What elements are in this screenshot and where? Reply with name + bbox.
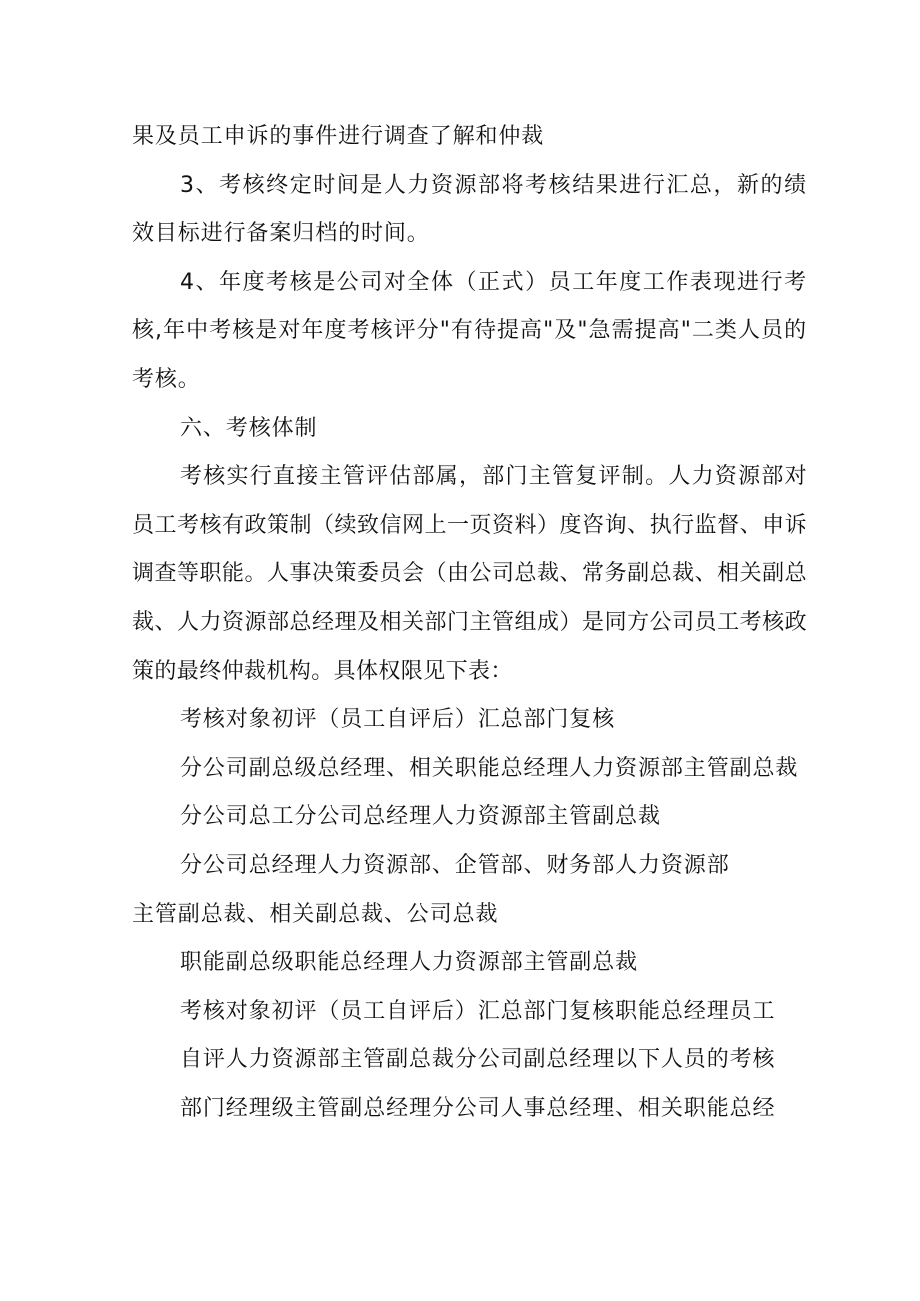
table-line-functional-deputy: 职能副总级职能总经理人力资源部主管副总裁 — [180, 950, 639, 976]
section-heading-assessment-system: 六、考核体制 — [180, 415, 318, 441]
table-line-branch-chief-engineer: 分公司总工分公司总经理人力资源部主管副总裁 — [180, 804, 661, 830]
table-line-branch-deputy: 分公司副总级总经理、相关职能总经理人力资源部主管副总裁 — [180, 755, 799, 781]
paragraph-item-4: 4、年度考核是公司对全体（正式）员工年度工作表现进行考核,年中考核是对年度考核评分"有待提高"及"急需提高"二类人员的考核。 — [132, 269, 807, 392]
table-line-branch-general-manager: 分公司总经理人力资源部、企管部、财务部人力资源部 — [180, 852, 730, 878]
table-line-header: 考核对象初评（员工自评后）汇总部门复核 — [180, 707, 616, 733]
table-line-self-evaluation: 自评人力资源部主管副总裁分公司副总经理以下人员的考核 — [180, 1047, 776, 1073]
paragraph-assessment-system: 考核实行直接主管评估部属，部门主管复评制。人力资源部对员工考核有政策制（续致信网上一页资料）度咨询、执行监督、申诉调查等职能。人事决策委员会（由公司总裁、常务副总裁、相关副总裁、人力资源部总经理及相关部门主管组成）是同方公司员工考核政策的最终仲裁机构。具体权限见下表： — [132, 464, 807, 684]
paragraph-continuation: 果及员工申诉的事件进行调查了解和仲裁 — [132, 124, 545, 149]
document-body — [132, 113, 807, 1133]
table-line-header-repeat: 考核对象初评（员工自评后）汇总部门复核职能总经理员工 — [180, 998, 776, 1024]
paragraph-item-3: 3、考核终定时间是人力资源部将考核结果进行汇总，新的绩效目标进行备案归档的时间。 — [132, 172, 807, 247]
table-line-department-manager: 部门经理级主管副总经理分公司人事总经理、相关职能总经 — [180, 1095, 776, 1121]
table-line-branch-general-manager-continued: 主管副总裁、相关副总裁、公司总裁 — [132, 901, 499, 927]
